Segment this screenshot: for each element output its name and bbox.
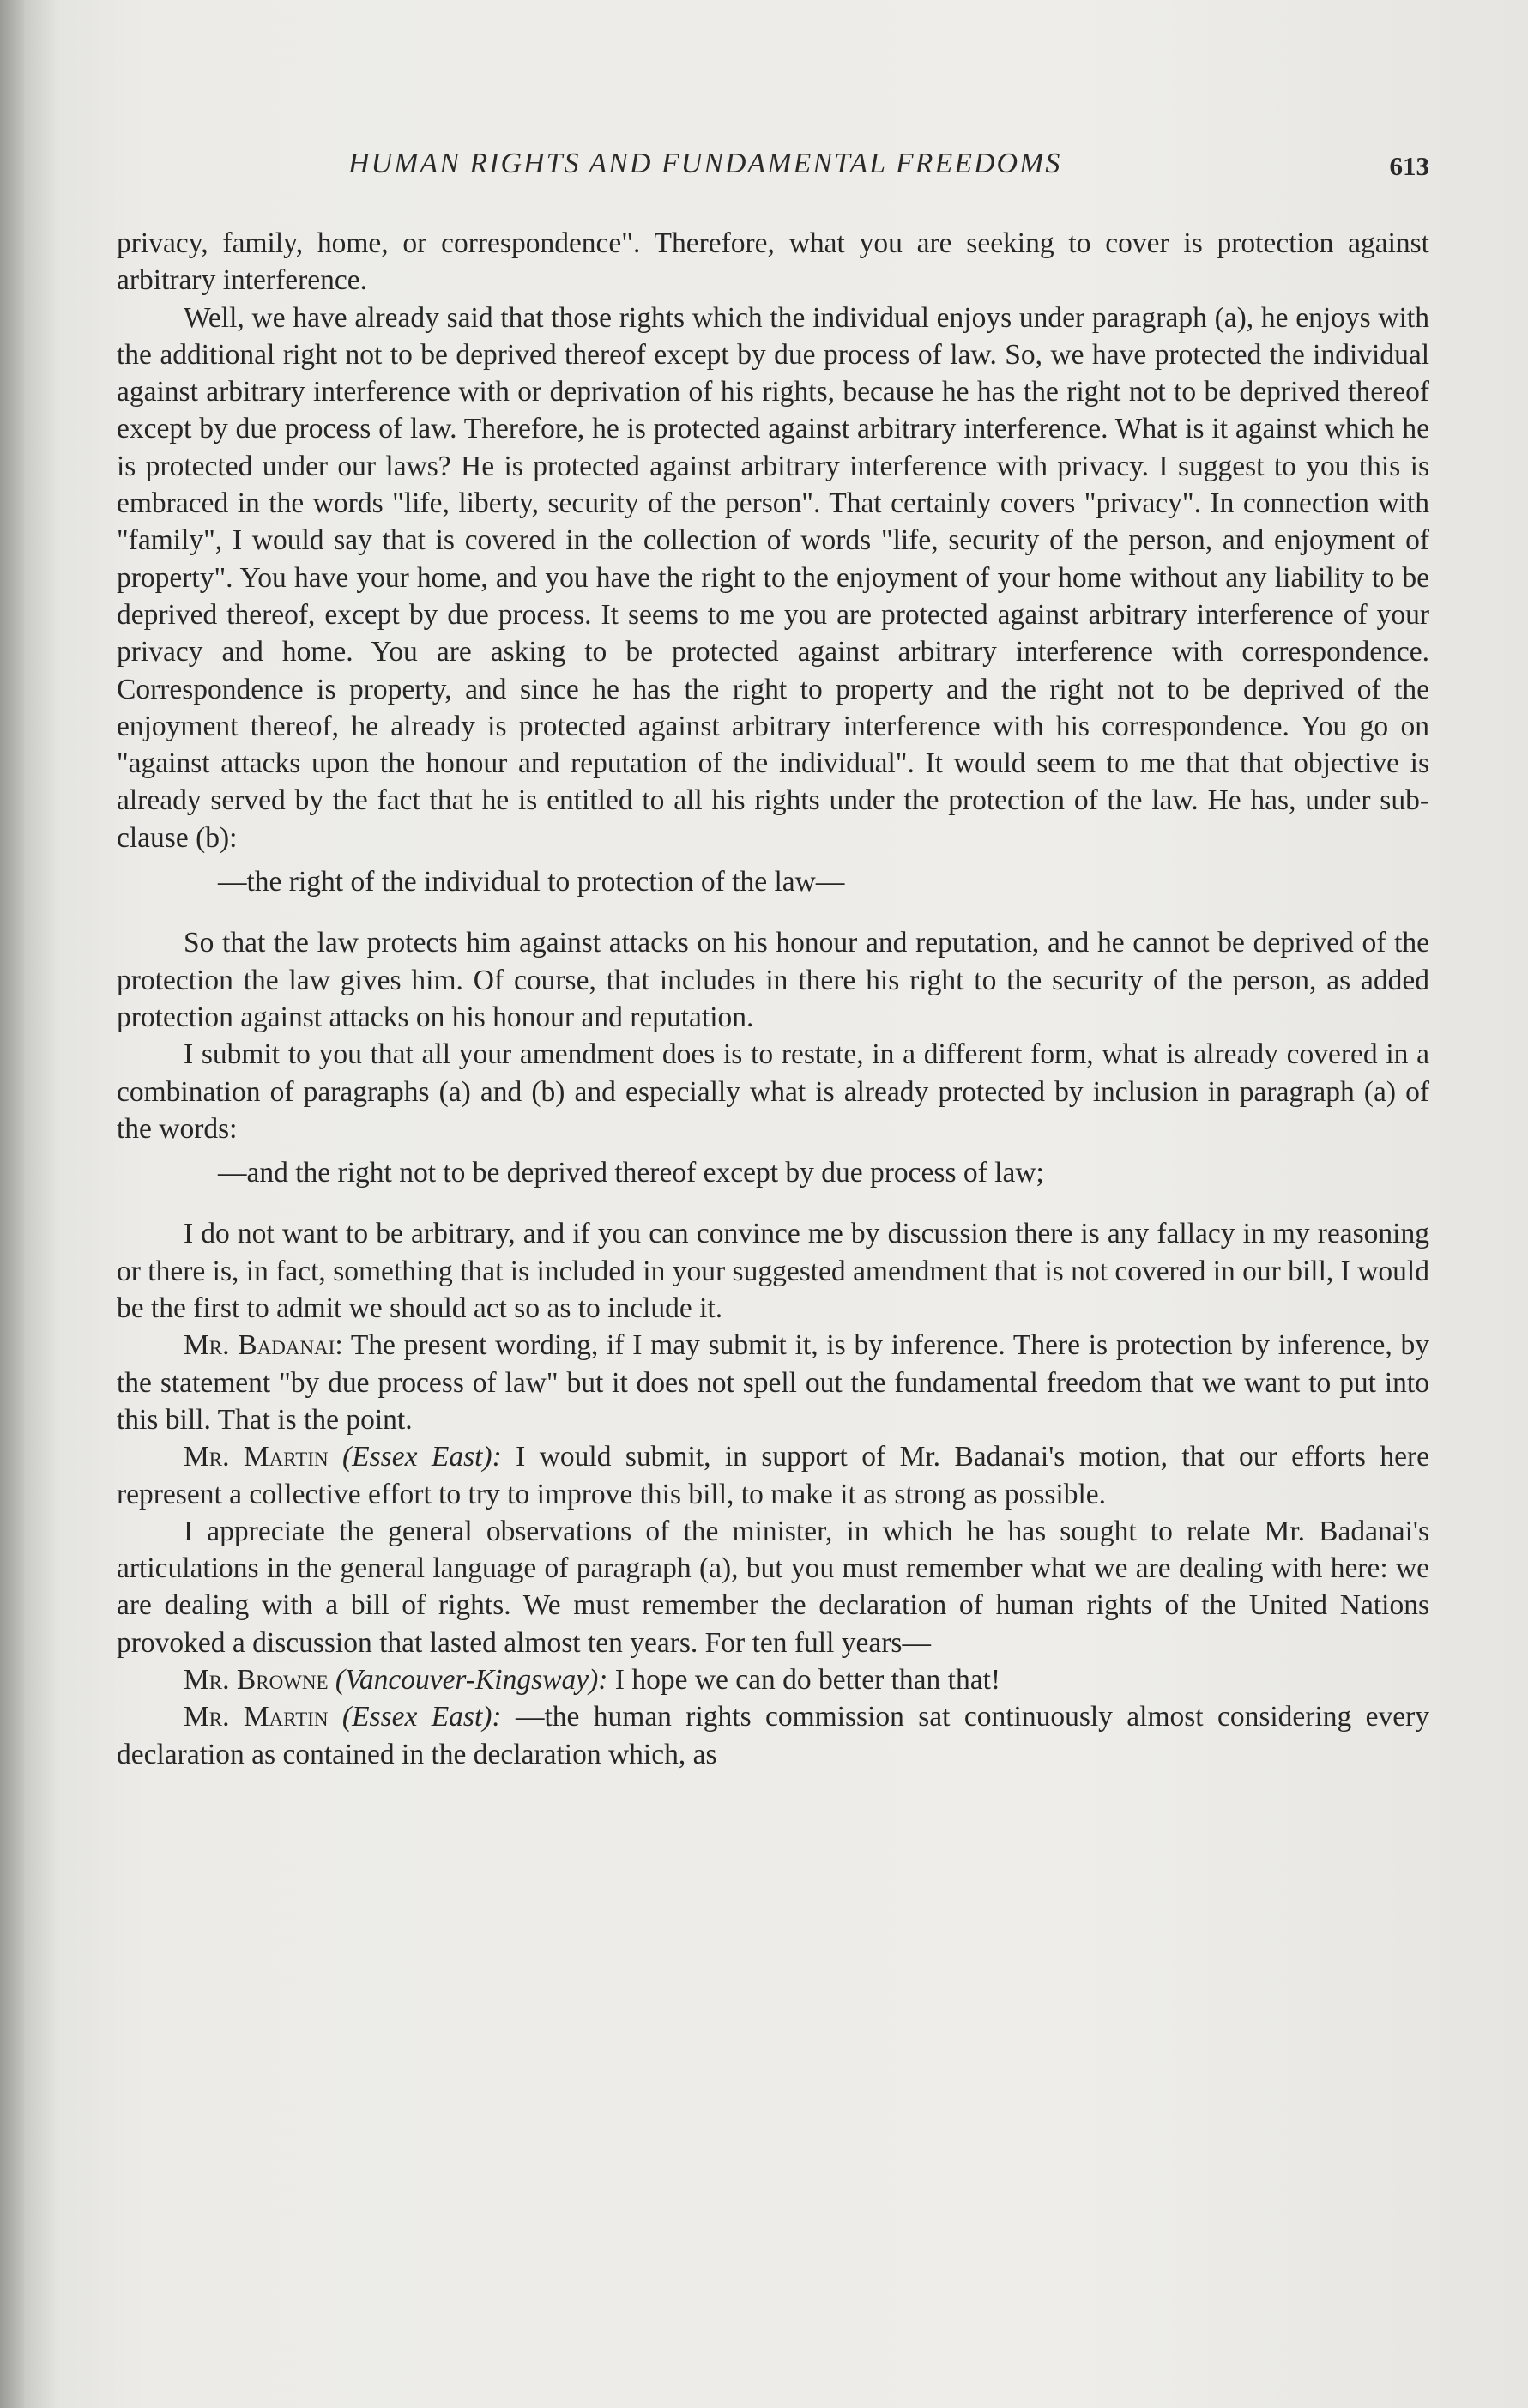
paragraph: So that the law protects him against attacks on his honour and reputation, and he cannot be deprived of the protection the law gives him. Of course, that includes in there his right to the security of the person, as added protection against attacks on his honour and reputation.: [117, 927, 1429, 1033]
speaker-paragraph: [117, 1327, 1429, 1438]
page-body: [117, 225, 1429, 1773]
speaker-paragraph: [117, 1661, 1429, 1698]
speaker-riding: (Vancouver-Kingsway):: [335, 1663, 608, 1696]
page-number: 613: [1389, 151, 1429, 181]
speaker-name: Mr. Browne: [184, 1663, 329, 1696]
speaker-paragraph: [117, 1698, 1429, 1773]
paragraph: I appreciate the general observations of the minister, in which he has sought to relate Mr. Badanai's articulations in the general language of paragraph (a), but you must remember what we are dealing with here: we are dealing with a bill of rights. We must remember the declaration of human rights of the United Nations provoked a discussion that lasted almost ten years. For ten full years—: [117, 1515, 1429, 1659]
speaker-name: Mr. Badanai:: [184, 1329, 343, 1362]
block-quote: —and the right not to be deprived thereof except by due process of law;: [218, 1157, 1044, 1189]
document-page: [24, 0, 1528, 2408]
page-header: [348, 148, 1429, 191]
speaker-riding: (Essex East):: [342, 1441, 502, 1473]
speech-text: —the human rights commission sat continuously almost considering every declaration as contained in the declaration which, as: [117, 1701, 1430, 1770]
paragraph: I do not want to be arbitrary, and if you can convince me by discussion there is any fallacy in my reasoning or there is, in fact, something that is included in your suggested amendment that is not covered in our bill, I would be the first to admit we should act so as to include it.: [117, 1218, 1429, 1325]
paragraph: Well, we have already said that those rights which the individual enjoys under paragraph (a), he enjoys with the additional right not to be deprived thereof except by due process of law. So, we have protected the individual against arbitrary interference with or deprivation of his rights, because he has the right not to be deprived thereof except by due process of law. Therefore, he is protected against arbitrary interference. What is it against which he is protected under our laws? He is protected against arbitrary interference with privacy. I suggest to you this is embraced in the words "life, liberty, security of the person". That certainly covers "privacy". In connection with "family", I would say that is covered in the collection of words "life, security of the person, and enjoyment of property". You have your home, and you have the right to the enjoyment of your home without any liability to be deprived thereof, except by due process. It seems to me you are protected against arbitrary interference of your privacy and home. You are asking to be protected against arbitrary interference with correspondence. Correspondence is property, and since he has the right to property and the right not to be deprived of the enjoyment thereof, he already is protected against arbitrary interference with his correspondence. You go on "against attacks upon the honour and reputation of the individual". It would seem to me that that objective is already served by the fact that he is entitled to all his rights under the protection of the law. He has, under sub-clause (b):: [117, 301, 1429, 854]
speech-text: I would submit, in support of Mr. Badanai's motion, that our efforts here represent a collective effort to try to improve this bill, to make it as strong as possible.: [117, 1441, 1429, 1510]
paragraph: I submit to you that all your amendment does is to restate, in a different form, what is already covered in a combination of paragraphs (a) and (b) and especially what is already protected by inclusion in paragraph (a) of the words:: [117, 1038, 1429, 1145]
speaker-riding: (Essex East):: [341, 1701, 502, 1733]
speech-text: I hope we can do better than that!: [614, 1663, 1001, 1696]
speaker-name: Mr. Martin: [184, 1701, 329, 1733]
speaker-name: Mr. Martin: [184, 1441, 329, 1473]
speech-text: The present wording, if I may submit it, is by inference. There is protection by inference, by the statement "by due process of law" but it does not spell out the fundamental freedom that we want to put into this bill. That is the point.: [117, 1329, 1429, 1436]
speaker-paragraph: [117, 1438, 1429, 1513]
block-quote: —the right of the individual to protection of the law—: [218, 866, 845, 898]
running-head: HUMAN RIGHTS AND FUNDAMENTAL FREEDOMS: [348, 148, 1062, 179]
book-spine-shadow: [0, 0, 24, 2408]
paragraph: privacy, family, home, or correspondence". Therefore, what you are seeking to cover is protection against arbitrary interference.: [117, 227, 1429, 297]
